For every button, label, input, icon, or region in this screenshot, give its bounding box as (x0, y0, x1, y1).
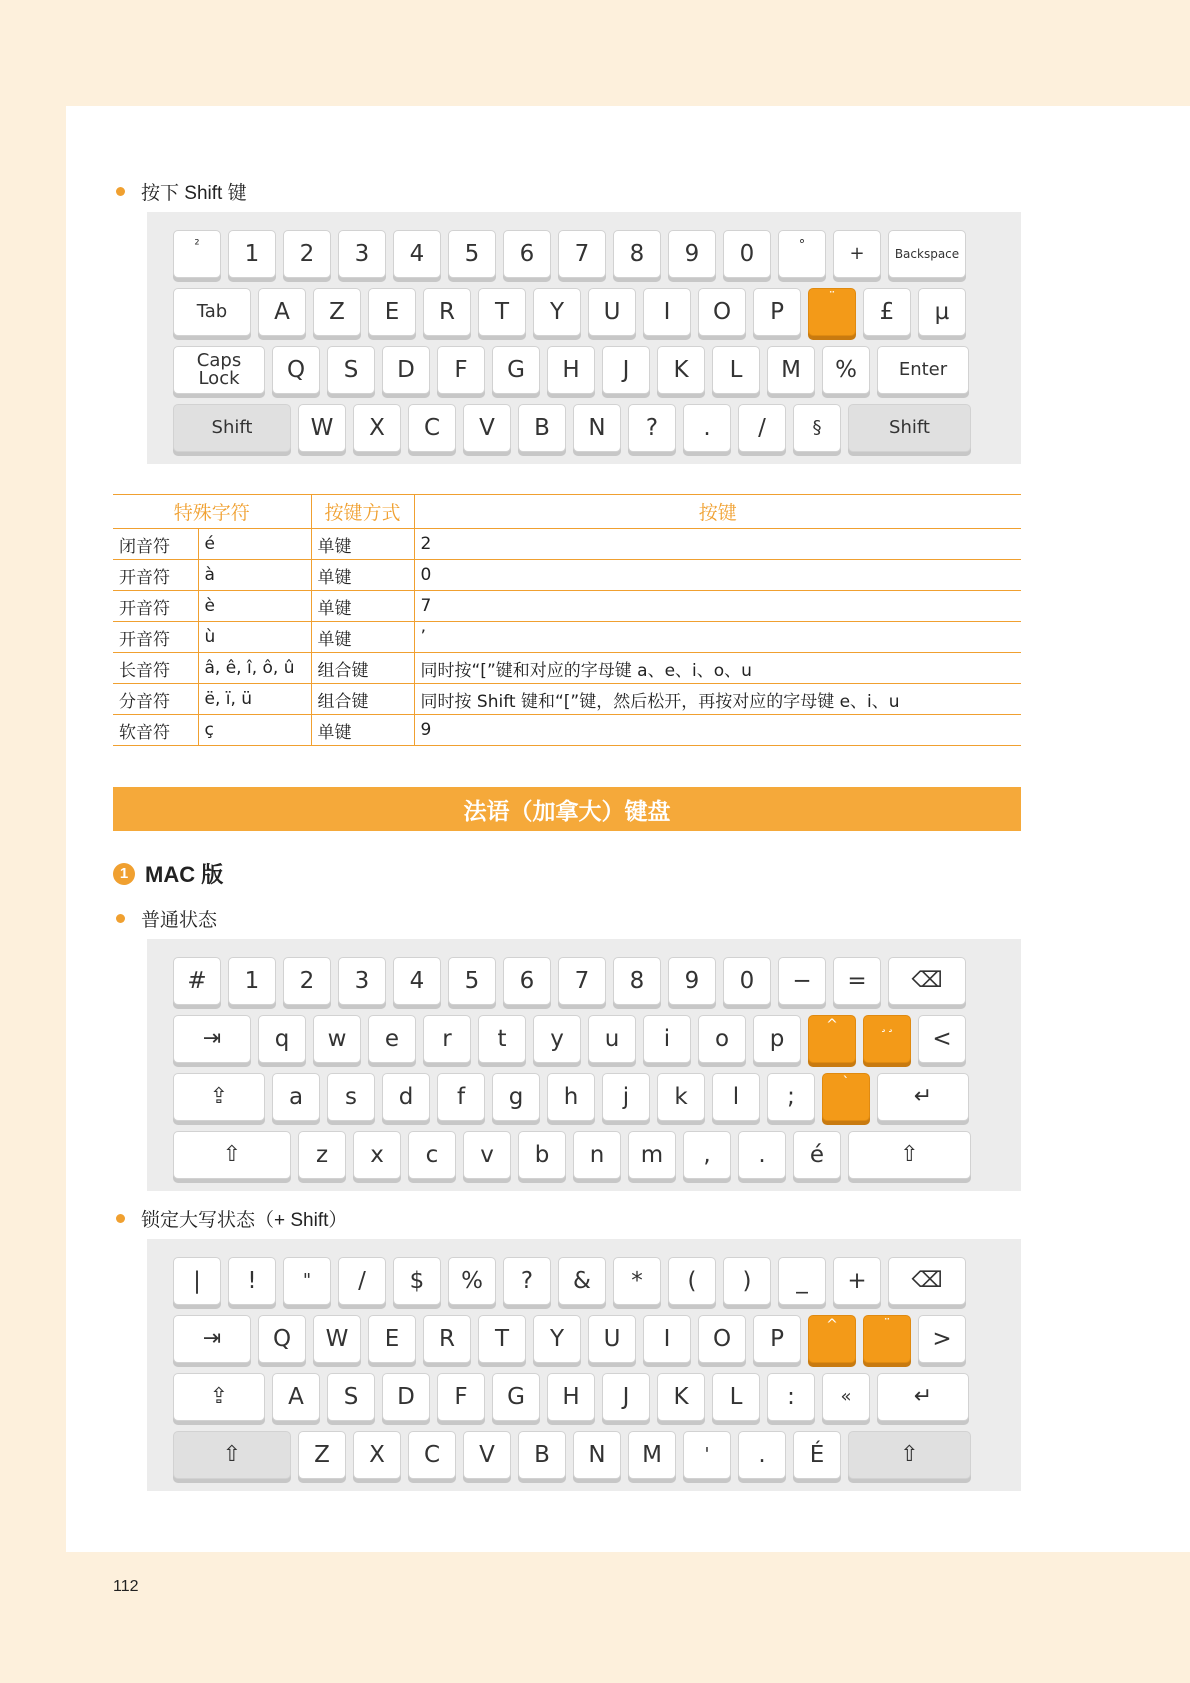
page-number: 112 (113, 1578, 139, 1595)
key-?[interactable]: ? (628, 404, 676, 452)
keyboard-mac-caps (147, 1239, 1021, 1491)
key-r[interactable]: R (423, 288, 471, 336)
key-é[interactable]: É (793, 1431, 841, 1479)
key-z[interactable]: z (298, 1131, 346, 1179)
bullet-shift-text: 按下 Shift 键 (141, 183, 247, 204)
key-method: 组合键 (311, 684, 414, 715)
key-b[interactable]: B (518, 404, 566, 452)
key-«[interactable]: « (822, 1373, 870, 1421)
keyboard-shift-state (147, 212, 1021, 464)
key-tab[interactable]: Tab (173, 288, 251, 336)
key-o[interactable]: o (698, 1015, 746, 1063)
caps-lock-icon[interactable]: ⇪ (173, 1073, 265, 1121)
keyboard-row (173, 404, 1021, 452)
key-o[interactable]: O (698, 1315, 746, 1363)
key-l[interactable]: L (712, 1373, 760, 1421)
table-row (113, 529, 1021, 560)
key-m[interactable]: M (767, 346, 815, 394)
accent-name: 长音符 (113, 653, 198, 684)
key-.[interactable]: . (738, 1431, 786, 1479)
key-d[interactable]: D (382, 346, 430, 394)
key-9[interactable]: 9 (668, 957, 716, 1005)
key-g[interactable]: g (492, 1073, 540, 1121)
key-8[interactable]: 8 (613, 230, 661, 278)
key-backspace[interactable]: Backspace (888, 230, 966, 278)
tab-icon[interactable]: ⇥ (173, 1315, 251, 1363)
key-§[interactable]: § (793, 404, 841, 452)
key-p[interactable]: p (753, 1015, 801, 1063)
key-`[interactable]: ` (822, 1073, 870, 1121)
accent-chars: à (198, 560, 311, 591)
key-6[interactable]: 6 (503, 230, 551, 278)
key-a[interactable]: A (258, 288, 306, 336)
table-row (113, 560, 1021, 591)
accent-chars: è (198, 591, 311, 622)
key-¨[interactable]: ¨ (863, 1315, 911, 1363)
caps-lock-icon[interactable]: ⇪ (173, 1373, 265, 1421)
key-z[interactable]: Z (298, 1431, 346, 1479)
key-q[interactable]: Q (258, 1315, 306, 1363)
backspace-icon[interactable]: ⌫ (888, 957, 966, 1005)
section-heading (113, 858, 223, 889)
key-k[interactable]: K (657, 346, 705, 394)
key-4[interactable]: 4 (393, 230, 441, 278)
key-h[interactable]: H (547, 1373, 595, 1421)
key-s[interactable]: s (327, 1073, 375, 1121)
key-w[interactable]: w (313, 1015, 361, 1063)
key-d[interactable]: D (382, 1373, 430, 1421)
key->[interactable]: > (918, 1315, 966, 1363)
key-1[interactable]: 1 (228, 230, 276, 278)
key-e[interactable]: E (368, 1315, 416, 1363)
key-2[interactable]: 2 (283, 957, 331, 1005)
key-method: 单键 (311, 529, 414, 560)
accent-name: 开音符 (113, 560, 198, 591)
key-f[interactable]: f (437, 1073, 485, 1121)
key-p[interactable]: P (753, 288, 801, 336)
key-x[interactable]: x (353, 1131, 401, 1179)
key-c[interactable]: c (408, 1131, 456, 1179)
keyboard-row (173, 1431, 1021, 1479)
key-i[interactable]: I (643, 288, 691, 336)
special-chars-table (113, 494, 1021, 746)
key-;[interactable]: ; (767, 1073, 815, 1121)
key-i[interactable]: I (643, 1315, 691, 1363)
key-q[interactable]: Q (272, 346, 320, 394)
keyboard-row (173, 1373, 1021, 1421)
key-desc: 同时按“[”键和对应的字母键 a、e、i、o、u (414, 653, 1021, 684)
key-m[interactable]: M (628, 1431, 676, 1479)
shift-icon[interactable]: ⇧ (848, 1431, 971, 1479)
key-*[interactable]: * (613, 1257, 661, 1305)
key-g[interactable]: G (492, 1373, 540, 1421)
key-i[interactable]: i (643, 1015, 691, 1063)
key-y[interactable]: y (533, 1015, 581, 1063)
key-t[interactable]: t (478, 1015, 526, 1063)
key-g[interactable]: G (492, 346, 540, 394)
key-µ[interactable]: µ (918, 288, 966, 336)
keyboard-row (173, 1315, 1021, 1363)
key-([interactable]: ( (668, 1257, 716, 1305)
key-k[interactable]: k (657, 1073, 705, 1121)
table-row (113, 653, 1021, 684)
key-j[interactable]: J (602, 1373, 650, 1421)
section-title: MAC 版 (145, 862, 224, 887)
bullet-dot (116, 1214, 125, 1223)
key-_[interactable]: _ (778, 1257, 826, 1305)
key-method: 单键 (311, 622, 414, 653)
key-7[interactable]: 7 (558, 957, 606, 1005)
key-c[interactable]: C (408, 404, 456, 452)
key-+[interactable]: + (833, 1257, 881, 1305)
shift-icon[interactable]: ⇧ (173, 1131, 291, 1179)
key-6[interactable]: 6 (503, 957, 551, 1005)
key-t[interactable]: T (478, 288, 526, 336)
key-o[interactable]: O (698, 288, 746, 336)
key-#[interactable]: # (173, 957, 221, 1005)
key-e[interactable]: e (368, 1015, 416, 1063)
shift-icon[interactable]: ⇧ (173, 1431, 291, 1479)
key-p[interactable]: P (753, 1315, 801, 1363)
key-'[interactable]: ' (683, 1431, 731, 1479)
key-desc: 7 (414, 591, 1021, 622)
key-h[interactable]: H (547, 346, 595, 394)
th-keys: 按键 (414, 495, 1021, 529)
key-4[interactable]: 4 (393, 957, 441, 1005)
key-9[interactable]: 9 (668, 230, 716, 278)
tab-icon[interactable]: ⇥ (173, 1015, 251, 1063)
accent-name: 开音符 (113, 622, 198, 653)
key-:[interactable]: : (767, 1373, 815, 1421)
key-¸¸[interactable]: ¸¸ (863, 1015, 911, 1063)
key-k[interactable]: K (657, 1373, 705, 1421)
key-v[interactable]: v (463, 1131, 511, 1179)
key-method: 单键 (311, 591, 414, 622)
accent-chars: ë, ï, ü (198, 684, 311, 715)
accent-chars: é (198, 529, 311, 560)
keyboard-row (173, 230, 1021, 278)
key-caps-lock[interactable]: Caps Lock (173, 346, 265, 394)
key-,[interactable]: , (683, 1131, 731, 1179)
key-desc: 0 (414, 560, 1021, 591)
return-icon[interactable]: ↵ (877, 1373, 969, 1421)
key-desc: 同时按 Shift 键和“[”键，然后松开，再按对应的字母键 e、i、u (414, 684, 1021, 715)
key-shift[interactable]: Shift (173, 404, 291, 452)
key-¨[interactable]: ¨ (808, 288, 856, 336)
key-c[interactable]: C (408, 1431, 456, 1479)
key-0[interactable]: 0 (723, 230, 771, 278)
keyboard-row (173, 288, 1021, 336)
key-f[interactable]: F (437, 346, 485, 394)
key-.[interactable]: . (738, 1131, 786, 1179)
key-&[interactable]: & (558, 1257, 606, 1305)
key-0[interactable]: 0 (723, 957, 771, 1005)
key-j[interactable]: j (602, 1073, 650, 1121)
accent-chars: ù (198, 622, 311, 653)
key-u[interactable]: u (588, 1015, 636, 1063)
key-q[interactable]: q (258, 1015, 306, 1063)
keyboard-row (173, 1131, 1021, 1179)
key-^[interactable]: ^ (808, 1015, 856, 1063)
keyboard-row (173, 1073, 1021, 1121)
key-=[interactable]: = (833, 957, 881, 1005)
key-y[interactable]: Y (533, 1315, 581, 1363)
key-t[interactable]: T (478, 1315, 526, 1363)
key-5[interactable]: 5 (448, 957, 496, 1005)
key-−[interactable]: − (778, 957, 826, 1005)
key-d[interactable]: d (382, 1073, 430, 1121)
key-s[interactable]: S (327, 346, 375, 394)
key-5[interactable]: 5 (448, 230, 496, 278)
key-n[interactable]: N (573, 1431, 621, 1479)
key-enter[interactable]: Enter (877, 346, 969, 394)
key-/[interactable]: / (338, 1257, 386, 1305)
key-2[interactable]: 2 (283, 230, 331, 278)
key-w[interactable]: W (298, 404, 346, 452)
key-desc: 9 (414, 715, 1021, 746)
key-n[interactable]: n (573, 1131, 621, 1179)
keyboard-row (173, 1257, 1021, 1305)
bullet-shift (115, 178, 247, 205)
key-shift[interactable]: Shift (848, 404, 971, 452)
return-icon[interactable]: ↵ (877, 1073, 969, 1121)
key-.[interactable]: . (683, 404, 731, 452)
table-row (113, 684, 1021, 715)
key-°[interactable]: ° (778, 230, 826, 278)
key-l[interactable]: L (712, 346, 760, 394)
key-%[interactable]: % (448, 1257, 496, 1305)
key-x[interactable]: X (353, 1431, 401, 1479)
key-x[interactable]: X (353, 404, 401, 452)
key-/[interactable]: / (738, 404, 786, 452)
key-8[interactable]: 8 (613, 957, 661, 1005)
key-1[interactable]: 1 (228, 957, 276, 1005)
key-s[interactable]: S (327, 1373, 375, 1421)
key-a[interactable]: A (272, 1373, 320, 1421)
section-number-badge: 1 (113, 863, 135, 885)
key-z[interactable]: Z (313, 288, 361, 336)
key-)[interactable]: ) (723, 1257, 771, 1305)
key-?[interactable]: ? (503, 1257, 551, 1305)
key-b[interactable]: b (518, 1131, 566, 1179)
key-f[interactable]: F (437, 1373, 485, 1421)
shift-icon[interactable]: ⇧ (848, 1131, 971, 1179)
key-+[interactable]: + (833, 230, 881, 278)
table-row (113, 715, 1021, 746)
bullet-dot (116, 187, 125, 196)
section-banner: 法语（加拿大）键盘 (113, 787, 1021, 831)
key-%[interactable]: % (822, 346, 870, 394)
key-|[interactable]: | (173, 1257, 221, 1305)
bullet-caps (115, 1205, 347, 1232)
key-e[interactable]: E (368, 288, 416, 336)
key-r[interactable]: R (423, 1315, 471, 1363)
key-n[interactable]: N (573, 404, 621, 452)
keyboard-mac-normal (147, 939, 1021, 1191)
key-a[interactable]: a (272, 1073, 320, 1121)
key-b[interactable]: B (518, 1431, 566, 1479)
key-"[interactable]: " (283, 1257, 331, 1305)
bullet-dot (116, 914, 125, 923)
key-3[interactable]: 3 (338, 230, 386, 278)
key-method: 组合键 (311, 653, 414, 684)
table-row (113, 622, 1021, 653)
key-m[interactable]: m (628, 1131, 676, 1179)
th-special-char: 特殊字符 (113, 495, 311, 529)
key-method: 单键 (311, 560, 414, 591)
key-![interactable]: ! (228, 1257, 276, 1305)
keyboard-row (173, 346, 1021, 394)
key-j[interactable]: J (602, 346, 650, 394)
key-method: 单键 (311, 715, 414, 746)
accent-chars: ç (198, 715, 311, 746)
key-l[interactable]: l (712, 1073, 760, 1121)
th-key-method: 按键方式 (311, 495, 414, 529)
key-desc: ’ (414, 622, 1021, 653)
accent-name: 闭音符 (113, 529, 198, 560)
key-w[interactable]: W (313, 1315, 361, 1363)
key-7[interactable]: 7 (558, 230, 606, 278)
backspace-icon[interactable]: ⌫ (888, 1257, 966, 1305)
key-h[interactable]: h (547, 1073, 595, 1121)
key-3[interactable]: 3 (338, 957, 386, 1005)
key-v[interactable]: V (463, 1431, 511, 1479)
key-^[interactable]: ^ (808, 1315, 856, 1363)
accent-name: 分音符 (113, 684, 198, 715)
bullet-normal (115, 905, 217, 932)
key-²[interactable]: ² (173, 230, 221, 278)
key-r[interactable]: r (423, 1015, 471, 1063)
table-row (113, 591, 1021, 622)
accent-name: 开音符 (113, 591, 198, 622)
key-u[interactable]: U (588, 288, 636, 336)
key-desc: 2 (414, 529, 1021, 560)
key-u[interactable]: U (588, 1315, 636, 1363)
key-£[interactable]: £ (863, 288, 911, 336)
bullet-caps-text: 锁定大写状态（+ Shift） (141, 1210, 348, 1231)
key-<[interactable]: < (918, 1015, 966, 1063)
keyboard-row (173, 957, 1021, 1005)
key-v[interactable]: V (463, 404, 511, 452)
accent-name: 软音符 (113, 715, 198, 746)
key-$[interactable]: $ (393, 1257, 441, 1305)
bullet-normal-text: 普通状态 (141, 910, 218, 931)
key-y[interactable]: Y (533, 288, 581, 336)
key-é[interactable]: é (793, 1131, 841, 1179)
keyboard-row (173, 1015, 1021, 1063)
accent-chars: â, ê, î, ô, û (198, 653, 311, 684)
